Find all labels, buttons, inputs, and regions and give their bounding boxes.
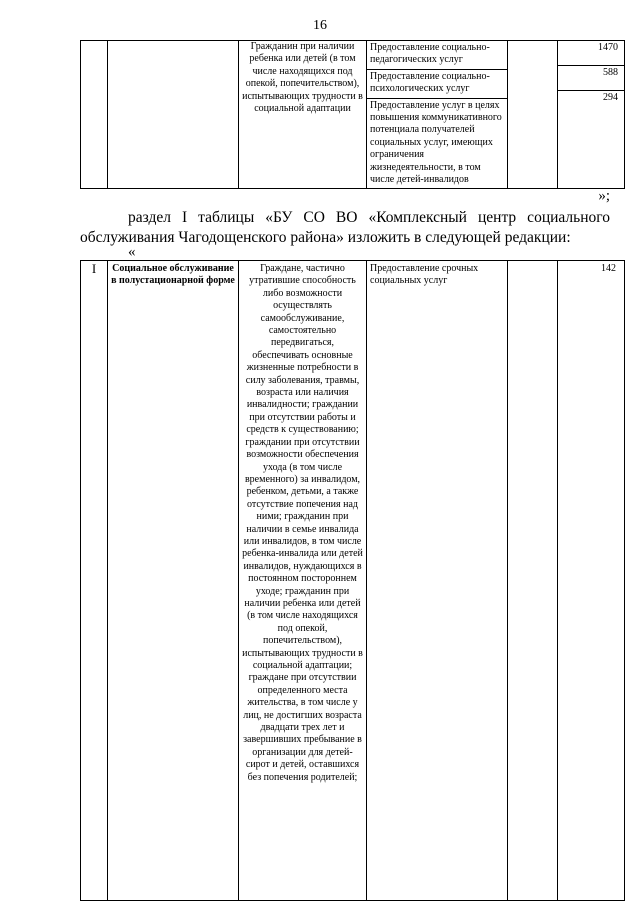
body-paragraph	[80, 208, 610, 248]
top-service-2: Предоставление социально-психологических услуг	[367, 70, 507, 99]
bottom-table	[80, 260, 625, 901]
paragraph-line-1: раздел I таблицы «БУ СО ВО «Комплексный центр социального	[128, 209, 610, 226]
top-form-cell	[108, 41, 239, 189]
paragraph-line-2: обслуживания Чагодощенского района» изложить в следующей редакции:	[80, 229, 571, 246]
service-cell: Предоставление срочных социальных услуг	[367, 261, 508, 901]
top-empty-cell	[508, 41, 558, 189]
top-service-1: Предоставление социально-педагогических услуг	[367, 41, 507, 70]
top-count-3: 294	[603, 92, 618, 103]
top-counts-cell	[558, 41, 625, 189]
count-cell: 142	[558, 261, 625, 901]
empty-cell	[508, 261, 558, 901]
service-form-cell: Социальное обслуживание в полустационарной форме	[108, 261, 239, 901]
top-service-3: Предоставление услуг в целях повышения коммуникативного потенциала получателей социальных услуг, имеющих ограничения жизнедеятельности, в том числе детей-инвалидов	[370, 99, 502, 186]
top-roman-cell	[81, 41, 108, 189]
opening-quote-mark: «	[128, 244, 136, 260]
top-services-cell	[367, 41, 508, 189]
top-recipients-cell: Гражданин при наличии ребенка или детей (в том числе находящихся под опекой, попечительством), испытывающих трудности в социальной адаптации	[239, 41, 367, 189]
page-number: 16	[313, 18, 327, 33]
top-table	[80, 40, 625, 189]
top-count-2: 588	[558, 66, 624, 91]
recipients-cell: Граждане, частично утратившие способность либо возможности осуществлять самообслуживание, самостоятельно передвигаться, обеспечивать основные жизненные потребности в силу заболевания, травмы, возраста или наличия инвалидности; граждании при отсутствии работы и средств к существованию; граждании при отсутствии возможности обеспечения ухода (в том числе временного) за инвалидом, ребенком, детьми, а также отсутствие попечения над ними; гражданин при наличии в семье инвалида или инвалидов, в том числе ребенка-инвалида или детей инвалидов, нуждающихся в постоянном постороннем уходе; гражданин при наличии ребенка или детей (в том числе находящихся под опекой, попечительством), испытывающих трудности в социальной адаптации; граждане при отсутствии определенного места жительства, в том числе у лиц, не достигших возраста двадцати трех лет и завершивших пребывание в организации для детей-сирот и детей, оставшихся без попечения родителей;	[239, 261, 367, 901]
top-count-1: 1470	[558, 41, 624, 66]
closing-quote-mark: »;	[598, 188, 610, 204]
roman-numeral-cell: I	[81, 261, 108, 901]
